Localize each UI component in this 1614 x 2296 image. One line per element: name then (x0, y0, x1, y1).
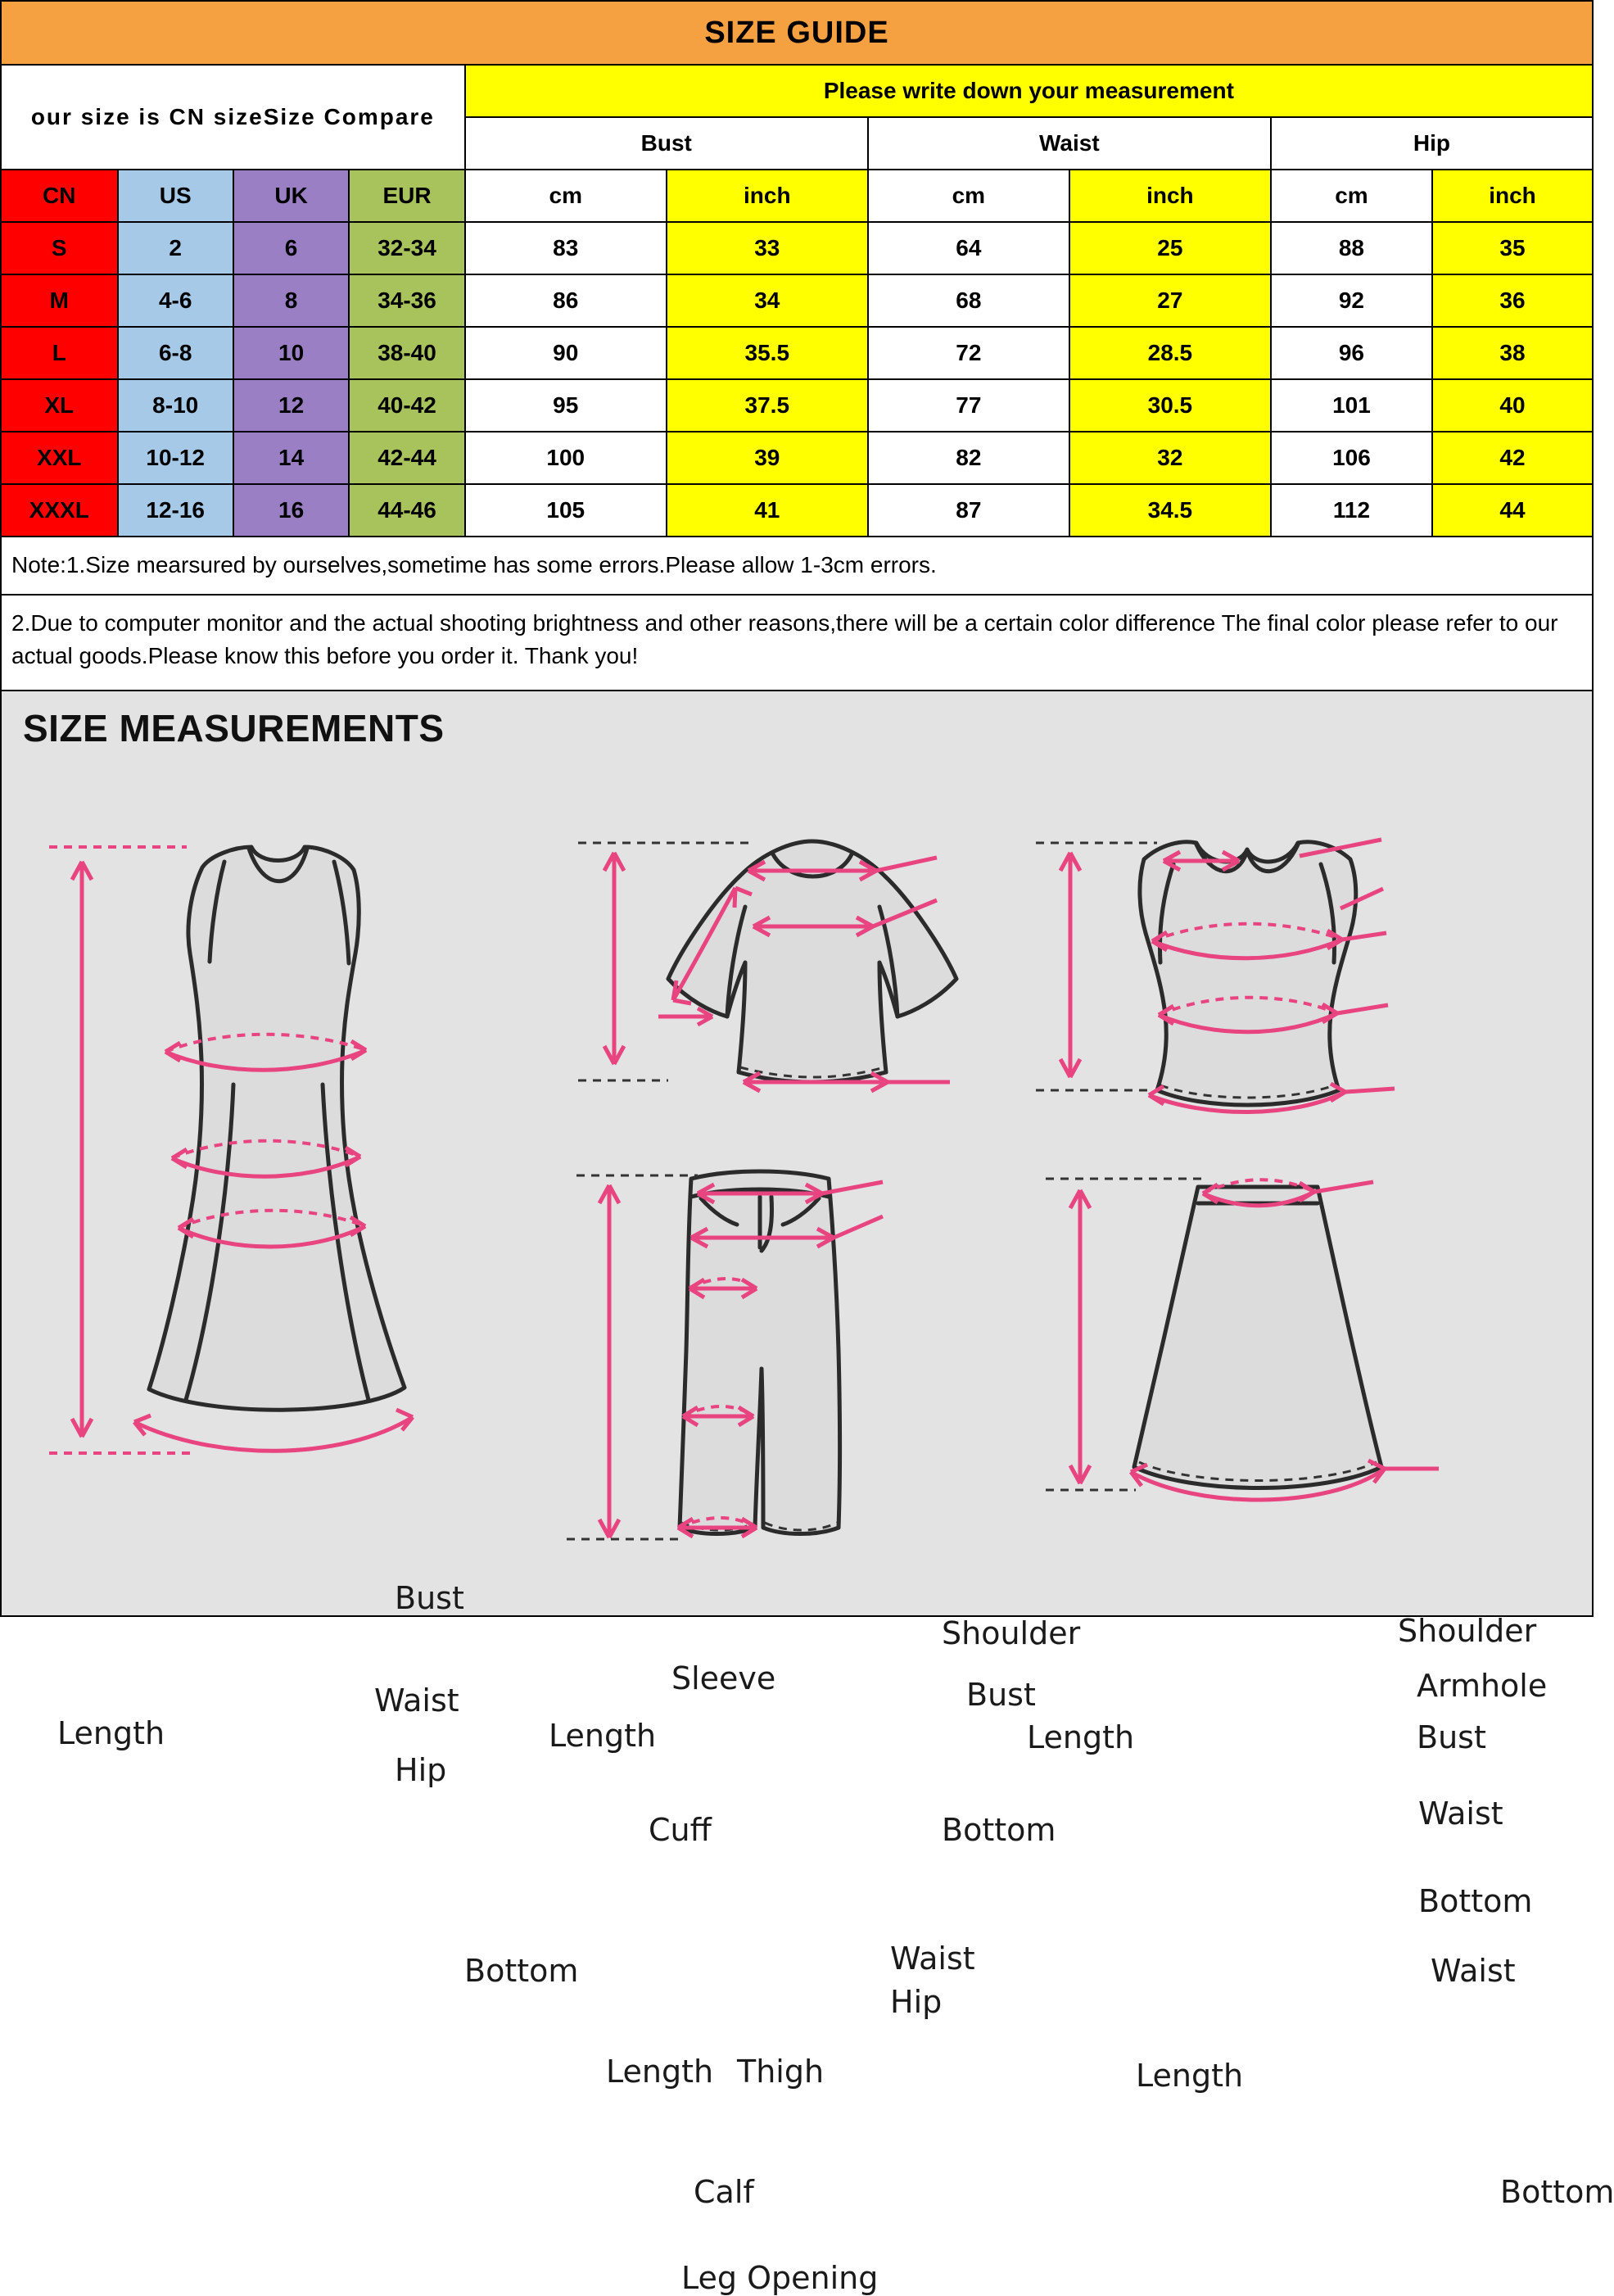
cell-eur: 34-36 (349, 274, 464, 327)
col-header-us: US (118, 170, 233, 222)
skirt-label-waist: Waist (1431, 1952, 1516, 1989)
cell-hip-cm: 92 (1271, 274, 1432, 327)
tank-label-bust: Bust (1417, 1719, 1486, 1755)
top-label-bottom: Bottom (942, 1811, 1056, 1848)
col-header-eur: EUR (349, 170, 464, 222)
table-row (1, 222, 1593, 274)
cell-waist-inch: 30.5 (1069, 379, 1271, 432)
size-chart-table (0, 64, 1594, 537)
table-row (1, 484, 1593, 537)
unit-header-hip-cm: cm (1271, 170, 1432, 222)
group-header-hip: Hip (1271, 117, 1593, 170)
cell-hip-cm: 101 (1271, 379, 1432, 432)
top-diagram (567, 810, 1058, 1154)
cell-bust-inch: 35.5 (667, 327, 868, 379)
table-row (1, 379, 1593, 432)
cell-cn: XL (1, 379, 118, 432)
cell-bust-cm: 90 (465, 327, 667, 379)
pants-diagram (567, 1146, 1025, 1588)
pants-label-hip: Hip (890, 1983, 943, 2020)
cell-bust-inch: 34 (667, 274, 868, 327)
cell-waist-inch: 28.5 (1069, 327, 1271, 379)
cell-eur: 42-44 (349, 432, 464, 484)
cell-cn: XXL (1, 432, 118, 484)
cell-us: 2 (118, 222, 233, 274)
cell-waist-cm: 64 (868, 222, 1069, 274)
cell-waist-cm: 77 (868, 379, 1069, 432)
cell-hip-inch: 40 (1432, 379, 1593, 432)
measurements-title: SIZE MEASUREMENTS (23, 706, 445, 749)
note-two: 2.Due to computer monitor and the actual shooting brightness and other reasons,there will be a certain color difference The final color please refer to our actual goods.Please know this before you order it. Thank you! (0, 596, 1594, 691)
top-label-length: Length (549, 1717, 657, 1754)
cell-uk: 10 (233, 327, 349, 379)
unit-header-bust-inch: inch (667, 170, 868, 222)
top-label-cuff: Cuff (649, 1811, 712, 1848)
table-row (1, 327, 1593, 379)
measurement-header: Please write down your measurement (465, 65, 1593, 117)
cell-hip-inch: 44 (1432, 484, 1593, 537)
cell-us: 10-12 (118, 432, 233, 484)
dress-label-length: Length (57, 1714, 165, 1751)
cell-waist-cm: 82 (868, 432, 1069, 484)
top-label-shoulder: Shoulder (942, 1614, 1081, 1651)
cell-us: 6-8 (118, 327, 233, 379)
pants-label-length: Length (606, 2053, 714, 2090)
cell-waist-cm: 72 (868, 327, 1069, 379)
skirt-label-length: Length (1136, 2057, 1244, 2094)
dress-label-bottom: Bottom (464, 1952, 579, 1989)
table-row (1, 274, 1593, 327)
cell-hip-inch: 38 (1432, 327, 1593, 379)
group-header-waist: Waist (868, 117, 1271, 170)
cell-cn: XXXL (1, 484, 118, 537)
col-header-cn: CN (1, 170, 118, 222)
unit-header-waist-cm: cm (868, 170, 1069, 222)
cell-bust-cm: 83 (465, 222, 667, 274)
tank-label-length: Length (1027, 1719, 1135, 1755)
cell-eur: 38-40 (349, 327, 464, 379)
dress-diagram (34, 814, 542, 1494)
col-header-uk: UK (233, 170, 349, 222)
cell-uk: 14 (233, 432, 349, 484)
table-row (1, 432, 1593, 484)
dress-label-bust: Bust (395, 1579, 464, 1616)
cell-bust-inch: 41 (667, 484, 868, 537)
pants-label-leg-opening: Leg Opening (681, 2259, 879, 2296)
cell-eur: 40-42 (349, 379, 464, 432)
group-header-bust: Bust (465, 117, 868, 170)
tank-label-waist: Waist (1418, 1795, 1503, 1832)
cell-eur: 32-34 (349, 222, 464, 274)
dress-label-hip: Hip (395, 1751, 447, 1788)
cell-uk: 16 (233, 484, 349, 537)
unit-header-bust-cm: cm (465, 170, 667, 222)
size-measurements-panel (0, 691, 1614, 2296)
left-corner-header: our size is CN sizeSize Compare (1, 65, 465, 170)
cell-hip-cm: 106 (1271, 432, 1432, 484)
cell-bust-cm: 86 (465, 274, 667, 327)
note-one: Note:1.Size mearsured by ourselves,sometime has some errors.Please allow 1-3cm errors. (0, 537, 1594, 596)
unit-header-waist-inch: inch (1069, 170, 1271, 222)
tank-label-armhole: Armhole (1417, 1667, 1548, 1704)
cell-waist-inch: 27 (1069, 274, 1271, 327)
cell-eur: 44-46 (349, 484, 464, 537)
cell-bust-inch: 39 (667, 432, 868, 484)
cell-cn: S (1, 222, 118, 274)
cell-bust-cm: 100 (465, 432, 667, 484)
cell-waist-cm: 68 (868, 274, 1069, 327)
cell-cn: M (1, 274, 118, 327)
cell-bust-cm: 95 (465, 379, 667, 432)
cell-waist-inch: 34.5 (1069, 484, 1271, 537)
cell-cn: L (1, 327, 118, 379)
skirt-diagram (1029, 1146, 1488, 1556)
cell-uk: 8 (233, 274, 349, 327)
pants-label-calf: Calf (694, 2173, 754, 2210)
tank-label-bottom: Bottom (1418, 1882, 1533, 1919)
tank-diagram (1029, 810, 1488, 1154)
cell-bust-inch: 33 (667, 222, 868, 274)
tank-label-shoulder: Shoulder (1398, 1612, 1537, 1649)
cell-uk: 6 (233, 222, 349, 274)
top-label-sleeve: Sleeve (671, 1660, 776, 1696)
page-title: SIZE GUIDE (0, 0, 1594, 64)
cell-uk: 12 (233, 379, 349, 432)
cell-bust-inch: 37.5 (667, 379, 868, 432)
cell-bust-cm: 105 (465, 484, 667, 537)
cell-hip-inch: 42 (1432, 432, 1593, 484)
cell-us: 8-10 (118, 379, 233, 432)
unit-header-hip-inch: inch (1432, 170, 1593, 222)
cell-hip-cm: 96 (1271, 327, 1432, 379)
dress-label-waist: Waist (374, 1682, 459, 1719)
cell-hip-cm: 88 (1271, 222, 1432, 274)
cell-us: 4-6 (118, 274, 233, 327)
cell-us: 12-16 (118, 484, 233, 537)
cell-hip-cm: 112 (1271, 484, 1432, 537)
pants-label-thigh: Thigh (737, 2053, 825, 2090)
cell-hip-inch: 35 (1432, 222, 1593, 274)
pants-label-waist: Waist (890, 1940, 975, 1977)
cell-waist-inch: 25 (1069, 222, 1271, 274)
skirt-label-bottom: Bottom (1500, 2173, 1614, 2210)
cell-waist-cm: 87 (868, 484, 1069, 537)
cell-waist-inch: 32 (1069, 432, 1271, 484)
cell-hip-inch: 36 (1432, 274, 1593, 327)
top-label-bust: Bust (966, 1676, 1036, 1713)
